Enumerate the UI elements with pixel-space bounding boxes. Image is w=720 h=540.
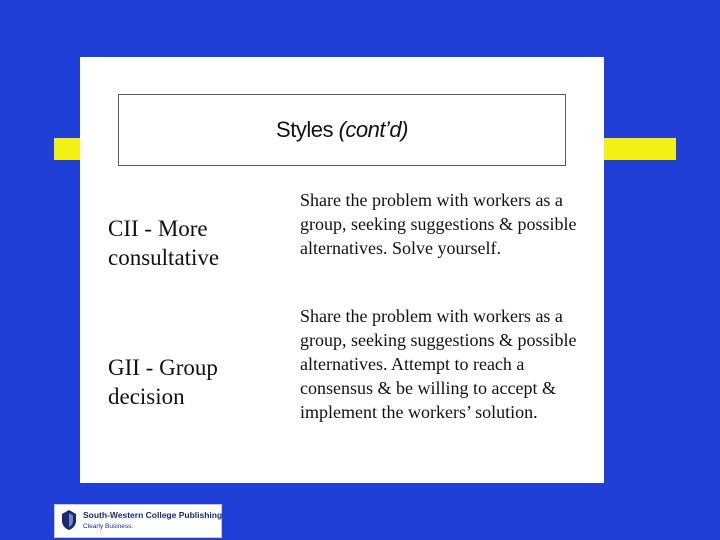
style-label-gii: GII - Group decision [108, 355, 218, 409]
style-label-cii: CII - More consultative [108, 216, 220, 270]
publisher-logo [54, 504, 222, 538]
style-description-cii: Share the problem with workers as a group, seeking suggestions & possible alternatives. Solve yourself. [300, 190, 577, 258]
slide-title [119, 117, 565, 143]
shield-mark-icon [61, 509, 77, 531]
style-description-gii: Share the problem with workers as a group, seeking suggestions & possible alternatives. Attempt to reach a consensus & be willing to accept & implement the workers’ solution. [300, 306, 577, 422]
title-box [118, 94, 566, 166]
slide-content-panel [80, 57, 604, 483]
slide-title-italic: (cont’d) [338, 117, 408, 142]
publisher-name: South-Western College Publishing [83, 510, 223, 520]
publisher-tagline: Clearly Business. [83, 523, 134, 530]
slide-title-main: Styles [276, 117, 339, 142]
